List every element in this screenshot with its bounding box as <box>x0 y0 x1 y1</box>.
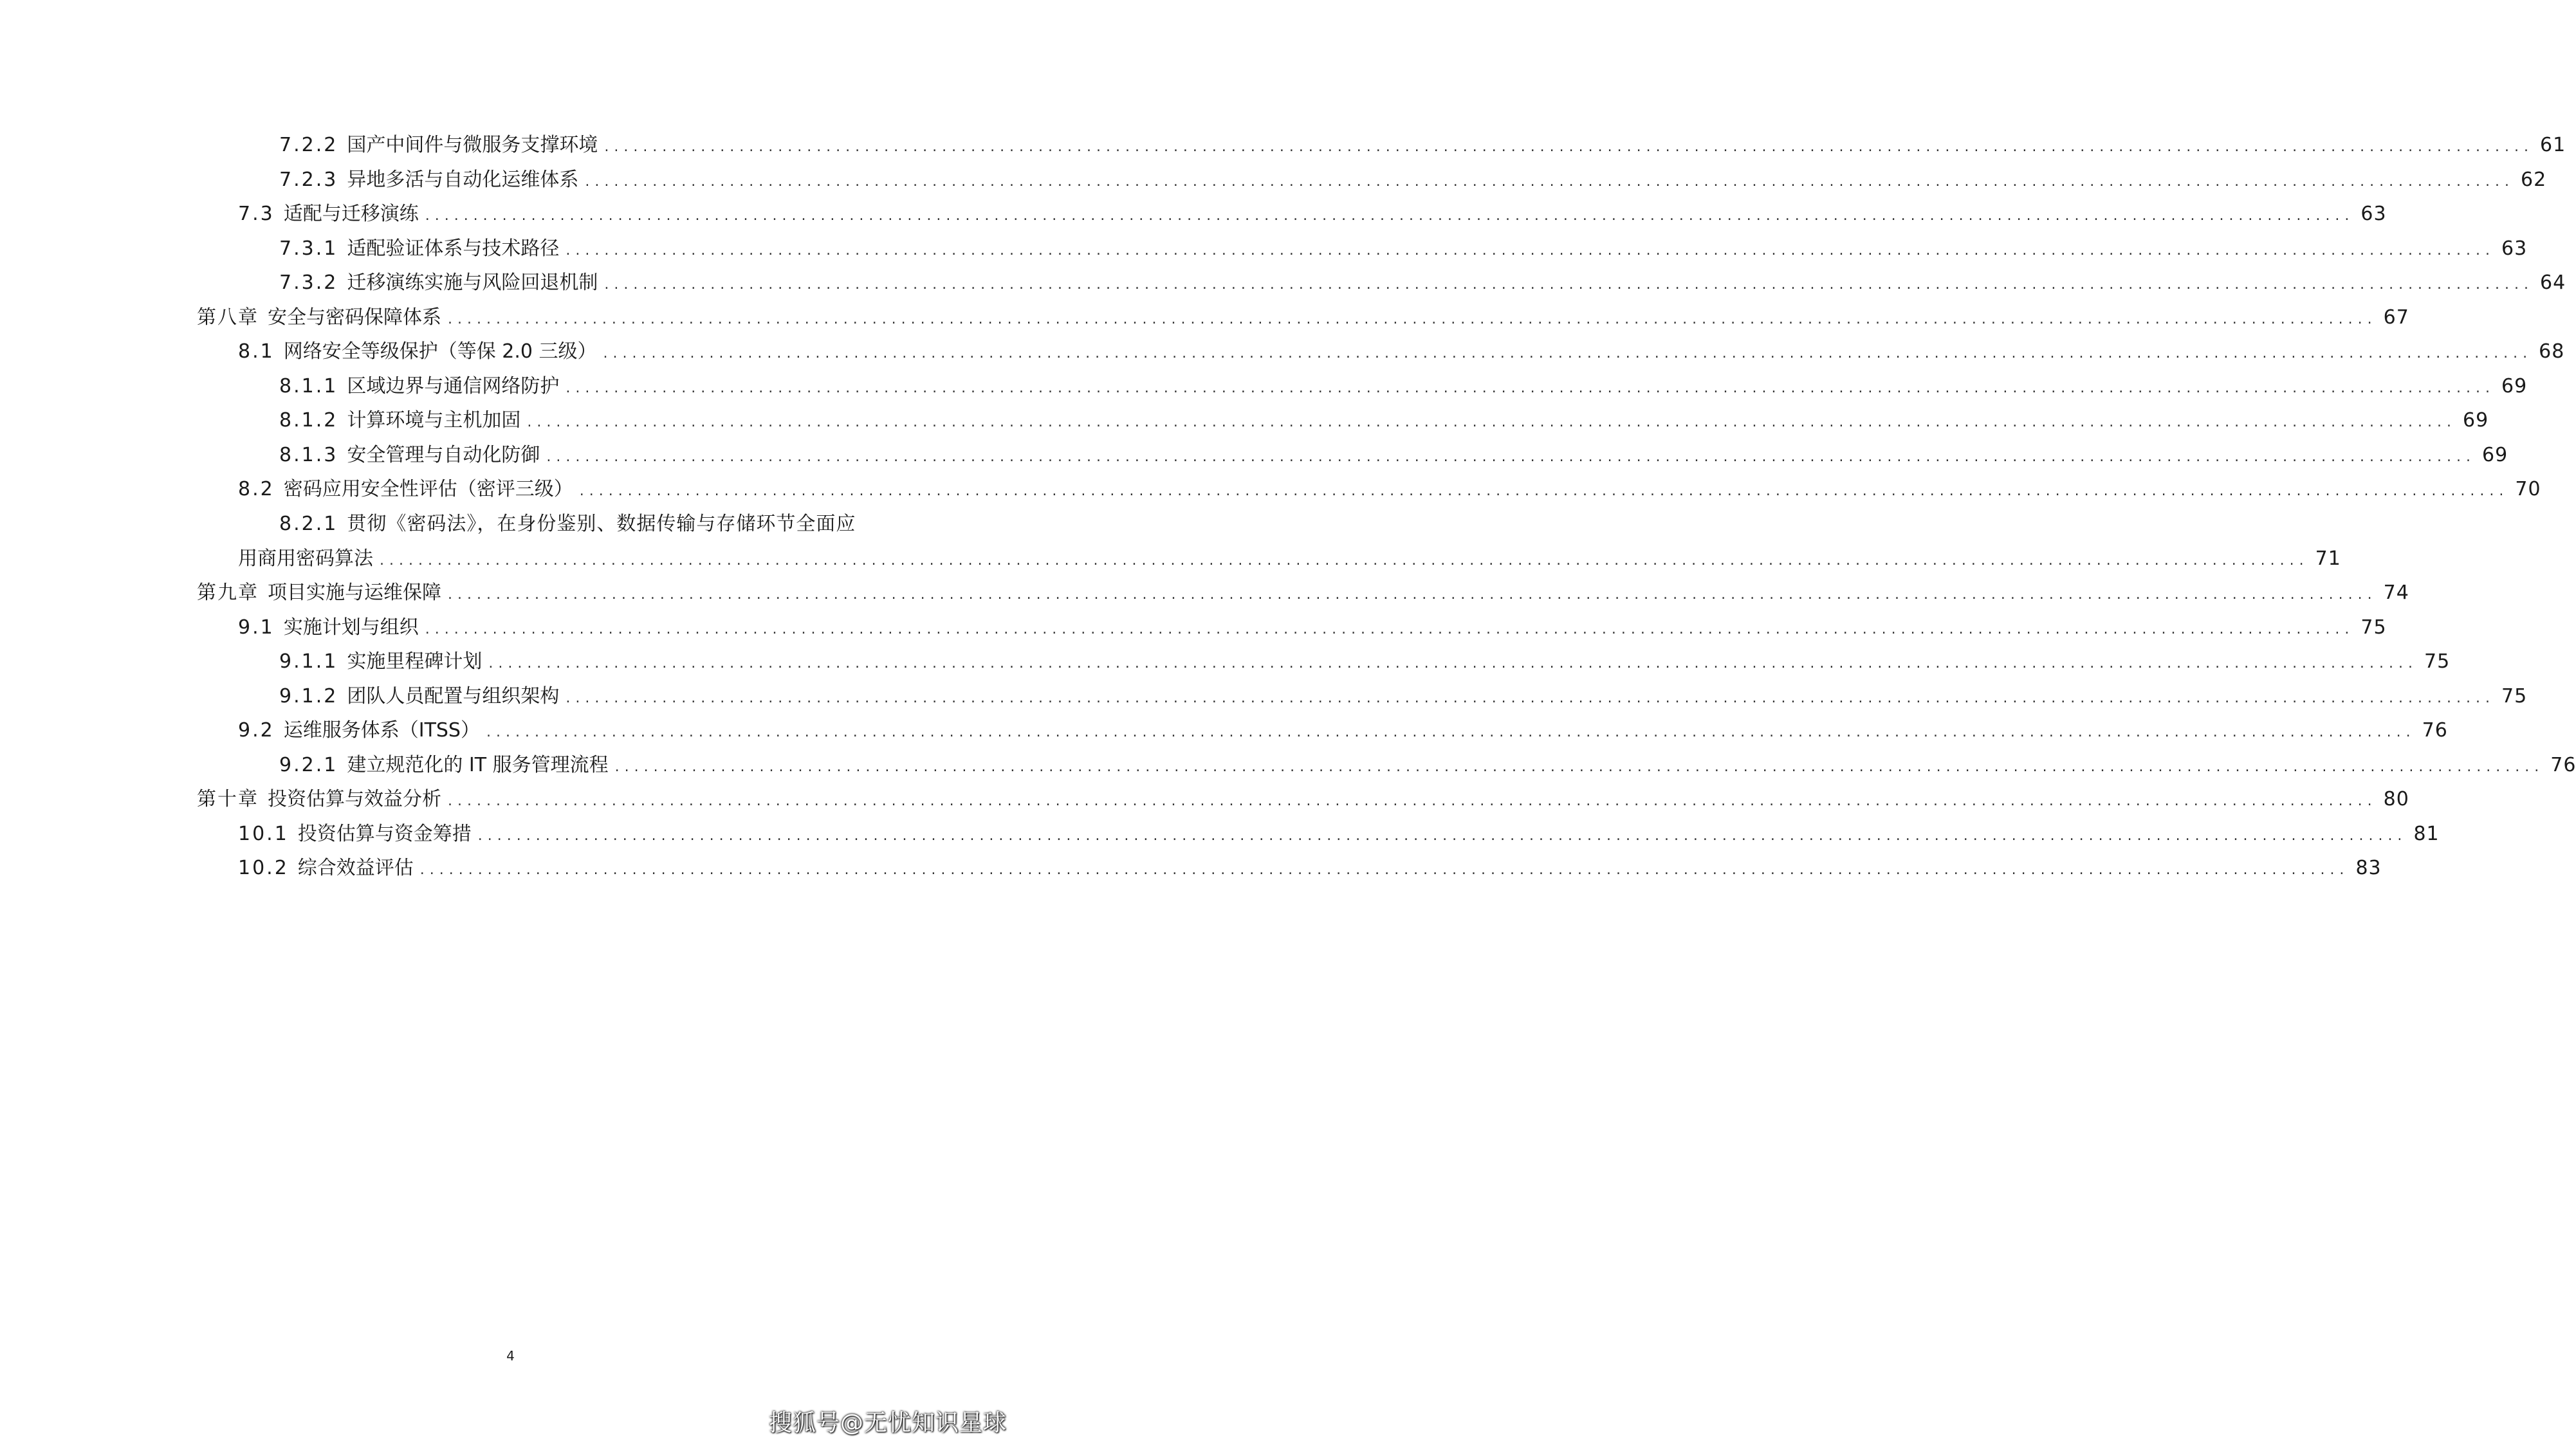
toc-dot-leader: ........................................................................................................................................................................................................ <box>448 793 2377 809</box>
toc-entry[interactable] <box>238 339 2565 367</box>
toc-entry[interactable] <box>238 855 2382 883</box>
toc-entry[interactable] <box>279 753 2576 780</box>
toc-dot-leader: ........................................................................................................................................................................................................ <box>448 587 2377 603</box>
toc-entry-page: 69 <box>2481 444 2508 466</box>
toc-entry[interactable] <box>197 787 2409 814</box>
toc-entry-number: 8.1.2 <box>279 409 338 432</box>
toc-entry-page: 75 <box>2360 616 2387 639</box>
toc-entry-title: 异地多活与自动化运维体系 <box>347 169 579 191</box>
toc-entry-number: 8.2 <box>238 478 275 500</box>
toc-entry-wrapped[interactable] <box>279 511 872 537</box>
toc-dot-leader: ........................................................................................................................................................................................................ <box>604 139 2534 155</box>
toc-entry-title: 适配与迁移演练 <box>283 203 419 225</box>
toc-entry-page: 76 <box>2422 719 2448 742</box>
toc-entry[interactable] <box>279 167 2547 195</box>
toc-entry-title: 团队人员配置与组织架构 <box>347 685 560 708</box>
toc-dot-leader: ........................................................................................................................................................................................................ <box>486 724 2416 740</box>
toc-entry[interactable] <box>279 443 2508 470</box>
toc-dot-leader: ........................................................................................................................................................................................................ <box>604 277 2534 293</box>
toc-entry-page: 70 <box>2515 478 2541 500</box>
toc-entry-page: 62 <box>2520 169 2547 191</box>
toc-dot-leader: ........................................................................................................................................................................................................ <box>546 449 2476 465</box>
toc-entry-page: 80 <box>2383 788 2409 810</box>
toc-entry-number: 7.2.2 <box>279 134 338 156</box>
toc-entry[interactable] <box>238 821 2440 849</box>
toc-entry-title: 综合效益评估 <box>297 857 414 879</box>
toc-entry-number: 10.1 <box>238 823 289 845</box>
toc-entry-page: 81 <box>2413 823 2440 845</box>
toc-entry-number: 7.2.3 <box>279 169 338 191</box>
toc-entry-title: 区域边界与通信网络防护 <box>347 375 560 398</box>
page-number: 4 <box>506 1348 515 1364</box>
toc-entry-page: 63 <box>2501 237 2528 260</box>
toc-entry-title: 网络安全等级保护（等保 2.0 三级） <box>283 340 597 363</box>
toc-entry-page: 69 <box>2462 409 2489 432</box>
toc-dot-leader: ........................................................................................................................................................................................................ <box>603 345 2533 361</box>
toc-dot-leader: ........................................................................................................................................................................................................ <box>477 828 2407 844</box>
toc-dot-leader: ........................................................................................................................................................................................................ <box>419 862 2350 878</box>
toc-entry[interactable] <box>238 477 2541 504</box>
toc-dot-leader: ........................................................................................................................................................................................................ <box>425 208 2355 224</box>
toc-entry[interactable] <box>279 374 2528 401</box>
toc-entry-title: 项目实施与运维保障 <box>268 581 441 604</box>
toc-entry[interactable] <box>197 580 2409 608</box>
toc-entry-title: 计算环境与主机加固 <box>347 409 521 432</box>
toc-entry-page: 64 <box>2539 271 2566 294</box>
toc-entry-title: 国产中间件与微服务支撑环境 <box>347 134 598 156</box>
toc-entry-page: 76 <box>2550 754 2576 776</box>
toc-entry-number: 9.1 <box>238 616 275 639</box>
toc-dot-leader: ........................................................................................................................................................................................................ <box>614 759 2544 775</box>
toc-entry-title: 实施里程碑计划 <box>347 650 483 673</box>
toc-dot-leader: ........................................................................................................................................................................................................ <box>425 621 2355 637</box>
toc-entry-page: 67 <box>2383 306 2409 329</box>
toc-entry-title: 投资估算与效益分析 <box>268 788 441 810</box>
toc-dot-leader: ........................................................................................................................................................................................................ <box>380 553 2309 569</box>
toc-entry-title: 建立规范化的 IT 服务管理流程 <box>347 754 609 776</box>
toc-entry[interactable] <box>238 546 2341 574</box>
toc-entry[interactable] <box>238 201 2387 229</box>
toc-entry-page: 75 <box>2501 685 2528 708</box>
toc-dot-leader: ........................................................................................................................................................................................................ <box>448 311 2377 327</box>
toc-entry-number: 第十章 <box>197 788 259 810</box>
toc-entry[interactable] <box>279 236 2528 264</box>
toc-entry-number: 8.2.1 <box>279 513 338 535</box>
toc-dot-leader: ........................................................................................................................................................................................................ <box>566 242 2495 259</box>
toc-dot-leader: ........................................................................................................................................................................................................ <box>527 414 2456 430</box>
toc-entry[interactable] <box>279 408 2489 435</box>
toc-entry[interactable] <box>238 718 2448 745</box>
toc-entry[interactable] <box>279 133 2566 160</box>
toc-entry-number: 8.1 <box>238 340 275 363</box>
toc-entry-title: 投资估算与资金筹措 <box>297 823 472 845</box>
toc-entry-page: 68 <box>2539 340 2565 363</box>
toc-entry-title: 贯彻《密码法》，在身份鉴别、数据传输与存储环节全面应 <box>347 513 856 535</box>
toc-entry-number: 8.1.1 <box>279 375 338 398</box>
toc-entry-title: 密码应用安全性评估（密评三级） <box>283 478 573 500</box>
toc-entry-title: 适配验证体系与技术路径 <box>347 237 560 260</box>
toc-entry-number: 7.3 <box>238 203 275 225</box>
toc-dot-leader: ........................................................................................................................................................................................................ <box>566 690 2495 706</box>
toc-entry-title: 安全与密码保障体系 <box>268 306 441 329</box>
toc-entry-title: 用商用密码算法 <box>238 547 373 570</box>
toc-entry-number: 9.1.2 <box>279 685 338 708</box>
toc-entry-title: 迁移演练实施与风险回退机制 <box>347 271 598 294</box>
toc-entry-number: 10.2 <box>238 857 289 879</box>
toc-entry-page: 83 <box>2355 857 2382 879</box>
toc-entry[interactable] <box>197 305 2409 333</box>
toc-entry-number: 9.2.1 <box>279 754 338 776</box>
toc-entry-title: 安全管理与自动化防御 <box>347 444 540 466</box>
toc-entry-page: 63 <box>2360 203 2387 225</box>
toc-entry-title: 运维服务体系（ITSS） <box>283 719 480 742</box>
toc-entry-page: 74 <box>2383 581 2409 604</box>
toc-entry-page: 69 <box>2501 375 2528 398</box>
toc-entry-number: 7.3.1 <box>279 237 338 260</box>
toc-entry-number: 7.3.2 <box>279 271 338 294</box>
toc-entry-number: 9.1.1 <box>279 650 338 673</box>
toc-entry-number: 9.2 <box>238 719 275 742</box>
toc-entry-title: 实施计划与组织 <box>283 616 419 639</box>
toc-entry-page: 71 <box>2315 547 2341 570</box>
toc-entry[interactable] <box>279 270 2566 298</box>
toc-entry-page: 61 <box>2539 134 2566 156</box>
watermark: 搜狐号@无忧知识星球 <box>768 1410 1007 1436</box>
toc-entry-number: 第八章 <box>197 306 259 329</box>
toc-dot-leader: ........................................................................................................................................................................................................ <box>566 380 2495 396</box>
toc-entry-number: 8.1.3 <box>279 444 338 466</box>
toc-dot-leader: ........................................................................................................................................................................................................ <box>579 483 2509 499</box>
toc-dot-leader: ........................................................................................................................................................................................................ <box>585 174 2514 190</box>
toc-entry-number: 第九章 <box>197 581 259 604</box>
toc-entry-page: 75 <box>2424 650 2451 673</box>
toc-dot-leader: ........................................................................................................................................................................................................ <box>488 655 2418 672</box>
toc-entry[interactable] <box>279 684 2528 711</box>
toc-entry[interactable] <box>279 649 2451 677</box>
toc-entry[interactable] <box>238 615 2387 643</box>
